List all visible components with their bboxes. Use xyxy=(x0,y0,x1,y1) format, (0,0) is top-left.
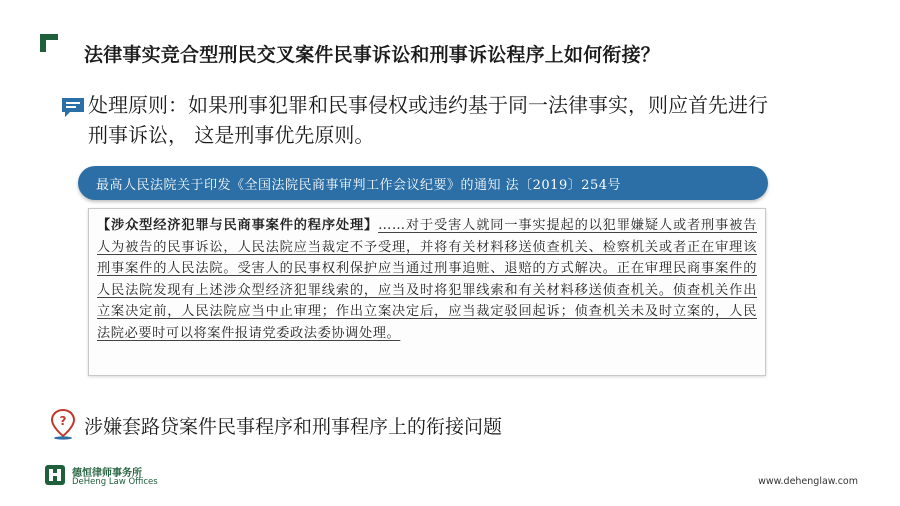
document-paragraph xyxy=(97,215,757,344)
website-url: www.dehenglaw.com xyxy=(758,476,858,487)
deheng-logo-icon xyxy=(44,464,66,486)
principle-section xyxy=(58,90,778,150)
page-title: 法律事实竞合型刑民交叉案件民事诉讼和刑事诉讼程序上如何衔接？ xyxy=(84,44,661,66)
document-excerpt xyxy=(88,208,766,376)
corner-bracket-decoration xyxy=(40,34,58,52)
issue-text: 涉嫌套路贷案件民事程序和刑事程序上的衔接问题 xyxy=(84,416,503,438)
logo-chinese-name: 德恒律师事务所 xyxy=(72,468,142,479)
question-location-icon xyxy=(50,408,76,440)
speech-bubble-icon xyxy=(60,96,86,118)
document-body: ……对于受害人就同一事实提起的以犯罪嫌疑人或者刑事被告人为被告的民事诉讼，人民法院应当裁定不予受理，并将有关材料移送侦查机关、检察机关或者正在审理该刑事案件的人民法院。受害人的民事权利保护应当通过刑事追赃、退赔的方式解决。正在审理民商事案件的人民法院发现有上述涉众型经济犯罪线索的，应当及时将犯罪线索和有关材料移送侦查机关。侦查机关作出立案决定前，人民法院应当中止审理；作出立案决定后，应当裁定驳回起诉；侦查机关未及时立案的，人民法院必要时可以将案件报请党委政法委协调处理。 xyxy=(97,218,757,341)
notice-banner xyxy=(78,166,768,200)
document-heading: 【涉众型经济犯罪与民商事案件的程序处理】 xyxy=(97,218,379,233)
logo-english-name: DeHeng Law Offices xyxy=(72,477,158,487)
svg-text:?: ? xyxy=(59,414,67,428)
banner-text: 最高人民法院关于印发《全国法院民商事审判工作会议纪要》的通知 法〔2019〕254号 xyxy=(96,178,622,193)
principle-text: 处理原则：如果刑事犯罪和民事侵权或违约基于同一法律事实，则应首先进行刑事诉讼， 这是刑事优先原则。 xyxy=(88,93,768,147)
